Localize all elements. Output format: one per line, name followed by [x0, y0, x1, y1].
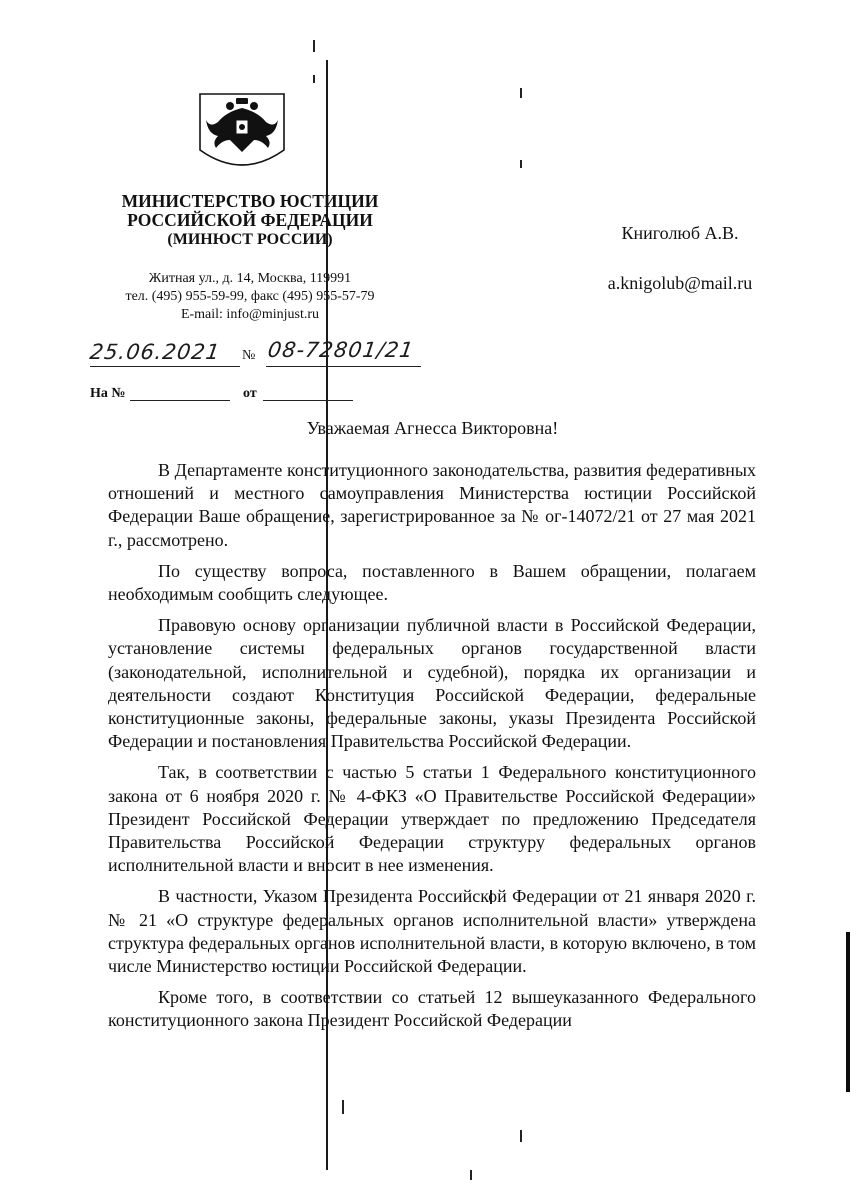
body-paragraph: В Департаменте конституционного законодательства, развития федеративных отношений и местного самоуправления Министерства юстиции Российской Федерации Ваше обращение, зарегистрированное за № ог-14072/21 от 27 мая 2021 г., рассмотрено. — [108, 460, 756, 550]
scan-dash — [520, 1130, 522, 1142]
scan-dash — [470, 1170, 472, 1180]
address-phones: тел. (495) 955-59-99, факс (495) 955-57-79 — [125, 289, 375, 304]
ministry-name — [100, 192, 400, 249]
registration-date: 25.06.2021 — [88, 340, 222, 364]
registration-date-underline — [90, 366, 240, 367]
reference-date-blank — [263, 400, 353, 401]
scan-edge-bar — [846, 932, 850, 1092]
reference-date-label: от — [243, 386, 257, 401]
registration-number: 08-72801/21 — [266, 338, 416, 362]
scan-dash — [313, 40, 315, 52]
address-street: Житная ул., д. 14, Москва, 119991 — [148, 271, 352, 286]
scan-dash — [520, 160, 522, 168]
scan-dash — [342, 1100, 344, 1114]
body-paragraph: Так, в соответствии с частью 5 статьи 1 Федерального конституционного закона от 6 ноября 2020 г. № 4-ФКЗ «О Правительстве Российской Федерации» Президент Российской Федерации утверждает по предложению Председателя Правительства Российской Федерации структуру федеральных органов исполнительной власти и вносит в нее изменения. — [108, 762, 756, 876]
double-headed-eagle-emblem-icon — [196, 88, 288, 178]
body-paragraph: Правовую основу организации публичной власти в Российской Федерации, установление системы федеральных органов государственной власти (законодательной, исполнительной и судебной), порядка их организации и деятельности создают Конституция Российской Федерации, федеральные конституционные законы, федеральные законы, указы Президента Российской Федерации и постановления Правительства Российской Федерации. — [108, 615, 756, 752]
reference-number-label: На № — [90, 386, 126, 401]
body-paragraph: По существу вопроса, поставленного в Вашем обращении, полагаем необходимым сообщить следующее. — [108, 560, 756, 605]
letter-body — [108, 459, 756, 1041]
ministry-short-name: (МИНЮСТ РОССИИ) — [167, 231, 333, 248]
address-email: E-mail: info@minjust.ru — [180, 307, 320, 322]
registration-number-label: № — [242, 348, 256, 363]
registration-number-underline — [266, 366, 421, 367]
recipient-email: a.knigolub@mail.ru — [607, 273, 753, 293]
body-paragraph: Кроме того, в соответствии со статьей 12 вышеуказанного Федерального конституционного закона Президент Российской Федерации — [108, 987, 756, 1031]
body-paragraph: В частности, Указом Президента Российской Федерации от 21 января 2020 г. № 21 «О структуре федеральных органов исполнительной власти» утверждена структура федеральных органов исполнительной власти, в которую включено, в том числе Министерство юстиции Российской Федерации. — [108, 886, 756, 977]
registration-line — [90, 340, 420, 370]
scan-dash — [520, 88, 522, 98]
ministry-address — [90, 270, 410, 324]
ministry-name-line1: МИНИСТЕРСТВО ЮСТИЦИИ — [121, 191, 379, 211]
recipient-block — [560, 208, 800, 308]
scan-dash — [313, 75, 315, 83]
ministry-name-line2: РОССИЙСКОЙ ФЕДЕРАЦИИ — [127, 210, 373, 230]
recipient-name: Книголюб А.В. — [621, 223, 739, 243]
reference-line — [90, 384, 420, 408]
salutation: Уважаемая Агнесса Викторовна! — [306, 418, 559, 438]
reference-number-blank — [130, 400, 230, 401]
